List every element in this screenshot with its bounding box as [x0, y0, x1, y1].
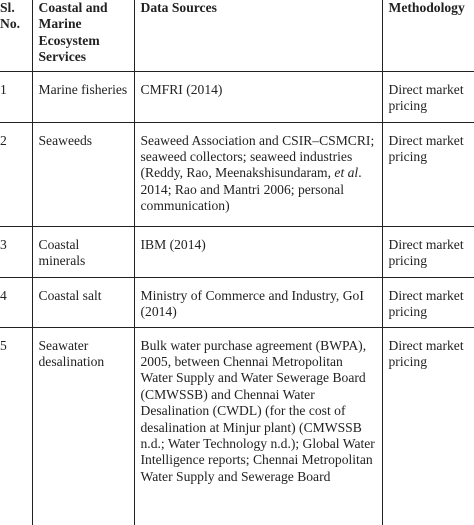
sources-text: Bulk water purchase agreement (BWPA), 2005, between Chennai Metropolitan Water Supply and Water Sewerage Board (CMWSSB) and Chennai Water Desalination (CWDL) (for the cost of desalination at Minjur plant) (CMWSSB n.d.; Water Technology n.d.); Global Water Intelligence reports; Chennai Metropolitan Water Supply and Sewerage Board	[140, 337, 375, 484]
row-sources	[134, 122, 382, 226]
row-number: 3	[0, 226, 32, 277]
row-number: 2	[0, 122, 32, 226]
header-methodology: Methodology	[382, 0, 474, 71]
sources-italic-text: et al	[334, 165, 359, 181]
table-row	[0, 277, 474, 327]
row-methodology: Direct market pricing	[382, 71, 474, 122]
row-sources	[134, 327, 382, 525]
row-service: Seaweeds	[32, 122, 134, 226]
row-sources	[134, 226, 382, 277]
table-header-row	[0, 0, 474, 71]
row-sources	[134, 277, 382, 327]
row-methodology: Direct market pricing	[382, 277, 474, 327]
row-service: Coastal salt	[32, 277, 134, 327]
row-number: 1	[0, 71, 32, 122]
sources-text-after: . 2014; Rao and Mantri 2006; personal communication)	[140, 165, 362, 214]
table-row	[0, 122, 474, 226]
table-row	[0, 71, 474, 122]
row-sources	[134, 71, 382, 122]
table-row	[0, 226, 474, 277]
table-row	[0, 327, 474, 525]
sources-text: Seaweed Association and CSIR–CSMCRI; seaweed collectors; seaweed industries (Reddy, Rao, Meenakshisundaram,	[140, 132, 375, 181]
row-service: Coastal minerals	[32, 226, 134, 277]
row-number: 4	[0, 277, 32, 327]
row-service: Seawater desalination	[32, 327, 134, 525]
header-sl-no: Sl. No.	[0, 0, 32, 71]
row-methodology: Direct market pricing	[382, 327, 474, 525]
row-service: Marine fisheries	[32, 71, 134, 122]
header-sources: Data Sources	[134, 0, 382, 71]
sources-text: IBM (2014)	[140, 236, 206, 252]
row-number: 5	[0, 327, 32, 525]
sources-text: CMFRI (2014)	[140, 81, 223, 97]
sources-text: Ministry of Commerce and Industry, GoI (2014)	[140, 287, 364, 319]
row-methodology: Direct market pricing	[382, 226, 474, 277]
row-methodology: Direct market pricing	[382, 122, 474, 226]
header-service: Coastal and Marine Ecosystem Services	[32, 0, 134, 71]
